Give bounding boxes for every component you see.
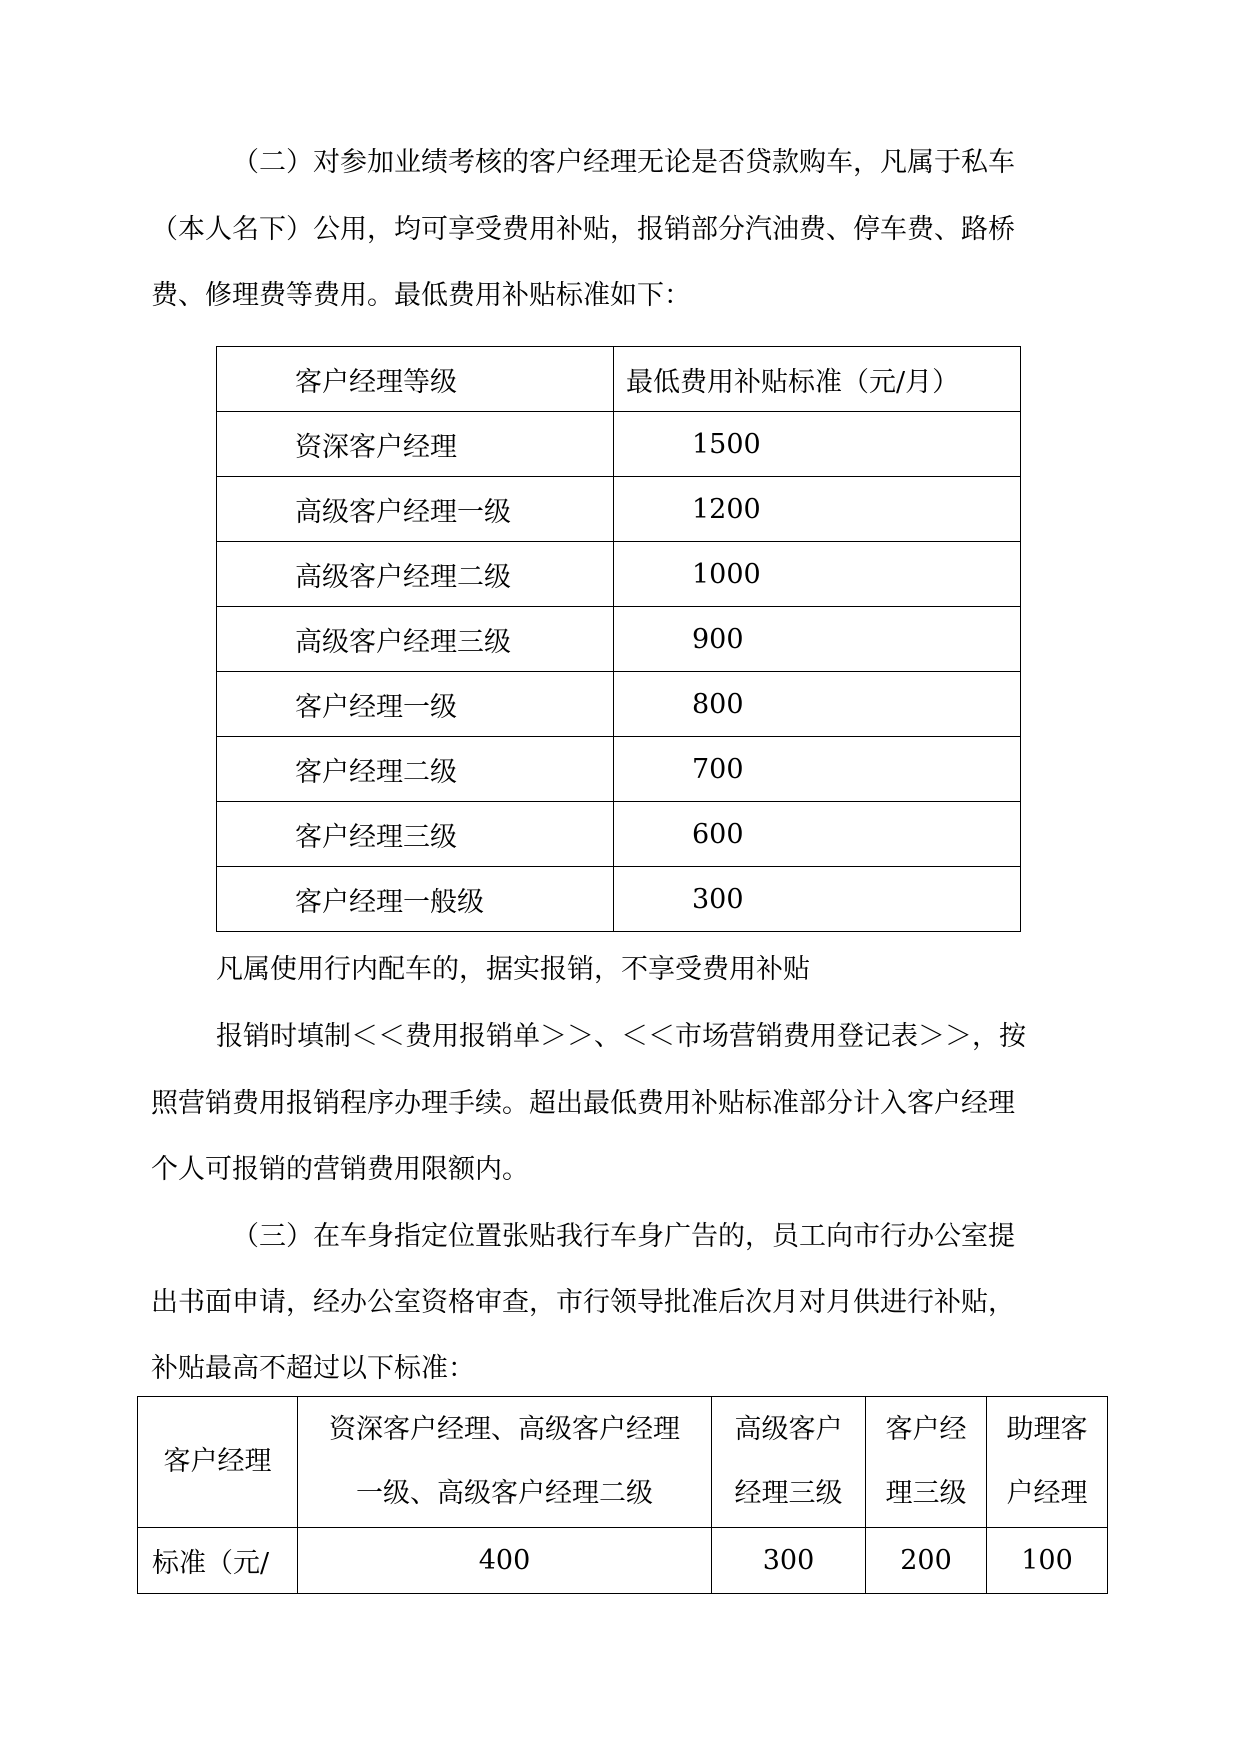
header-line: 户经理 (1006, 1478, 1088, 1509)
amount-cell: 200 (866, 1528, 987, 1594)
header-cell-senior-levels (298, 1397, 712, 1528)
header-line: 高级客户 (734, 1414, 843, 1445)
amount-cell: 1000 (614, 542, 1021, 607)
level-cell: 客户经理三级 (217, 802, 614, 867)
header-cell-manager: 客户经理 (138, 1397, 298, 1528)
table-row (138, 1528, 1108, 1594)
table-header-row (138, 1397, 1108, 1528)
level-cell: 高级客户经理三级 (217, 607, 614, 672)
level-cell: 资深客户经理 (217, 412, 614, 477)
paragraph-line: 照营销费用报销程序办理手续。超出最低费用补贴标准部分计入客户经理 (151, 1088, 1015, 1119)
table-header-row (217, 347, 1021, 412)
level-cell: 高级客户经理一级 (217, 477, 614, 542)
amount-cell: 1200 (614, 477, 1021, 542)
paragraph-line: 费、修理费等费用。最低费用补贴标准如下： (151, 280, 691, 311)
paragraph-company-car-note: 凡属使用行内配车的，据实报销，不享受费用补贴 (216, 954, 810, 985)
amount-cell: 800 (614, 672, 1021, 737)
header-cell-standard: 最低费用补贴标准（元/月） (614, 347, 1021, 412)
header-cell-senior-level3 (712, 1397, 866, 1528)
header-cell-assistant-manager (987, 1397, 1108, 1528)
table-row (217, 542, 1021, 607)
amount-cell: 900 (614, 607, 1021, 672)
table-row (217, 802, 1021, 867)
amount-cell: 700 (614, 737, 1021, 802)
paragraph-line: （三）在车身指定位置张贴我行车身广告的，员工向市行办公室提 (232, 1221, 1015, 1252)
level-cell: 客户经理一级 (217, 672, 614, 737)
amount-cell: 300 (614, 867, 1021, 932)
amount-cell: 1500 (614, 412, 1021, 477)
amount-cell: 600 (614, 802, 1021, 867)
level-cell: 客户经理二级 (217, 737, 614, 802)
row-label-standard: 标准（元/ (138, 1528, 298, 1594)
subsidy-standard-table (216, 346, 1021, 932)
table-row (217, 607, 1021, 672)
paragraph-line: （二）对参加业绩考核的客户经理无论是否贷款购车，凡属于私车 (232, 147, 1015, 178)
level-cell: 高级客户经理二级 (217, 542, 614, 607)
header-line: 经理三级 (734, 1478, 843, 1509)
amount-cell: 300 (712, 1528, 866, 1594)
paragraph-line: 补贴最高不超过以下标准： (151, 1353, 475, 1384)
header-line: 助理客 (1006, 1414, 1088, 1445)
table-row (217, 737, 1021, 802)
paragraph-line: 个人可报销的营销费用限额内。 (151, 1154, 529, 1185)
paragraph-line: 出书面申请，经办公室资格审查，市行领导批准后次月对月供进行补贴， (151, 1287, 1015, 1318)
header-line: 资深客户经理、高级客户经理 (329, 1414, 680, 1445)
table-row (217, 672, 1021, 737)
advertising-subsidy-table (137, 1396, 1108, 1594)
table-row (217, 477, 1021, 542)
amount-cell: 100 (987, 1528, 1108, 1594)
header-line: 客户经 (885, 1414, 967, 1445)
amount-cell: 400 (298, 1528, 712, 1594)
header-cell-level: 客户经理等级 (217, 347, 614, 412)
paragraph-line: （本人名下）公用，均可享受费用补贴，报销部分汽油费、停车费、路桥 (151, 214, 1015, 245)
table-row (217, 867, 1021, 932)
paragraph-line: 报销时填制＜＜费用报销单＞＞、＜＜市场营销费用登记表＞＞，按 (216, 1021, 1026, 1052)
level-cell: 客户经理一般级 (217, 867, 614, 932)
header-line: 理三级 (885, 1478, 967, 1509)
header-cell-manager-level3 (866, 1397, 987, 1528)
table-row (217, 412, 1021, 477)
header-line: 一级、高级客户经理二级 (356, 1478, 653, 1509)
